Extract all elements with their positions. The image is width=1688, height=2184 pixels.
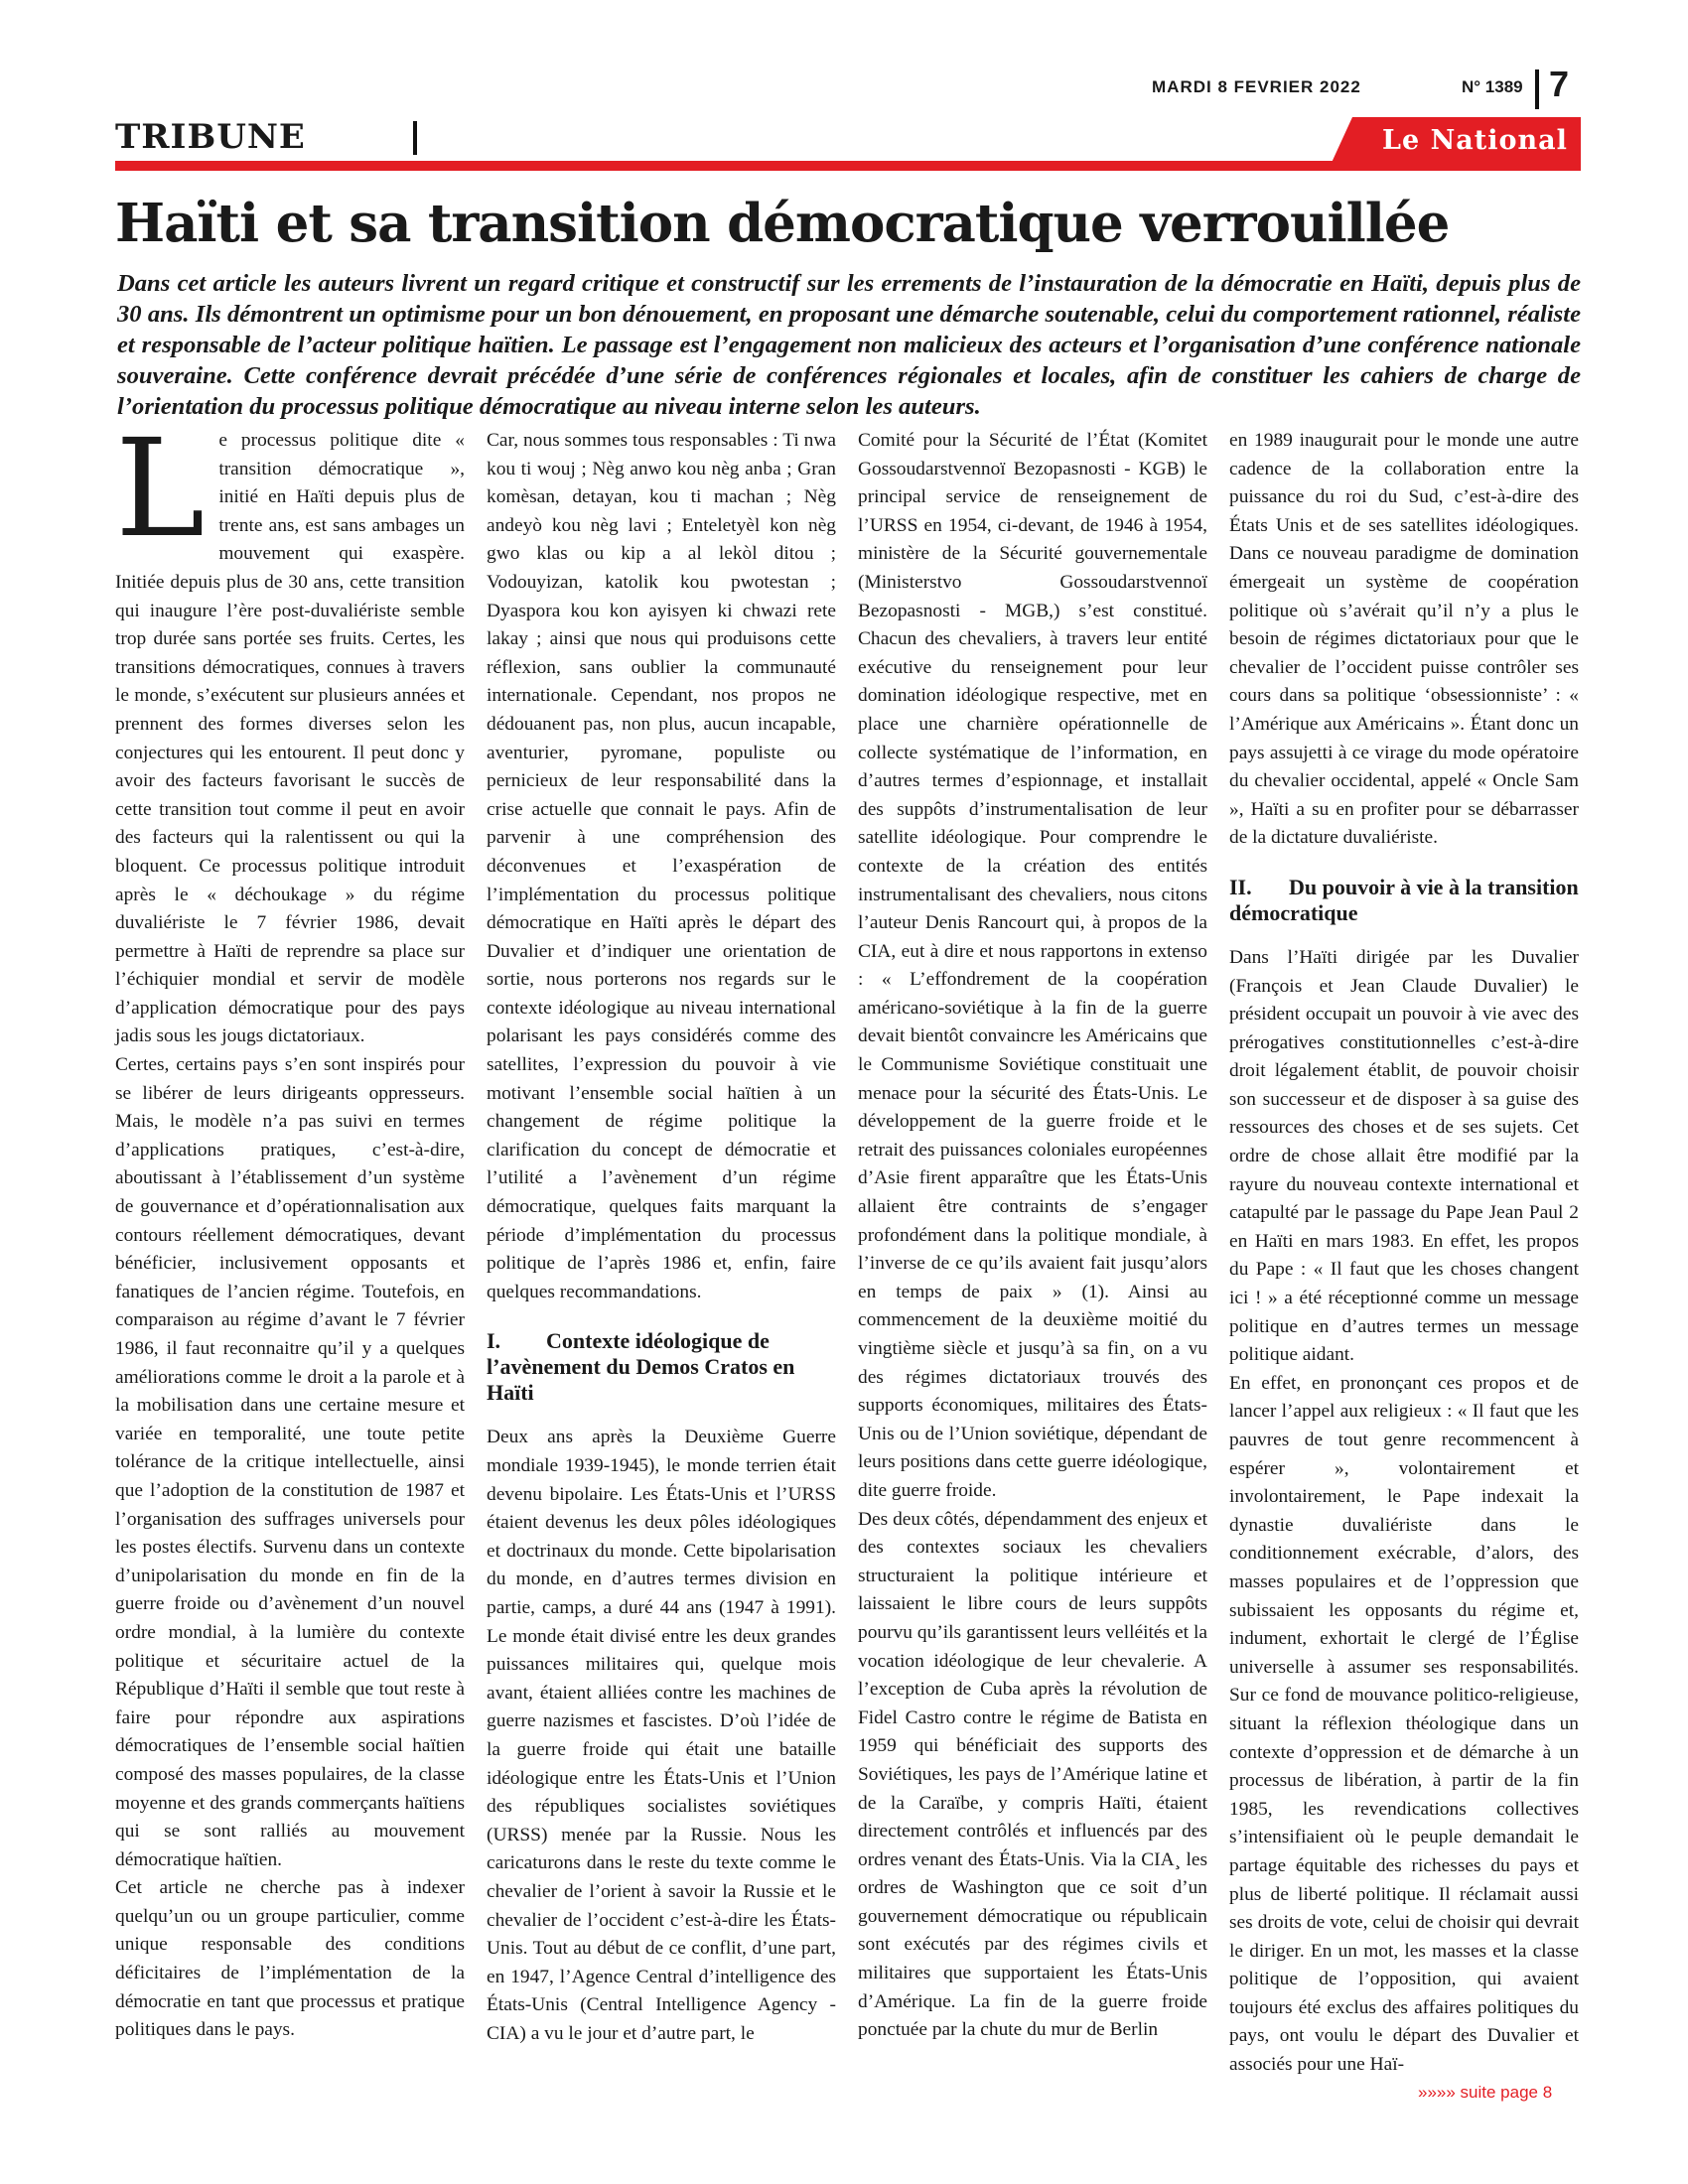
section-label: TRIBUNE: [115, 117, 306, 157]
column-3: [858, 427, 1207, 2055]
brand-name: Le National: [1382, 125, 1568, 156]
paragraph: Certes, certains pays s’en sont inspirés pour se libérer de leurs dirigeants oppresseurs. Mais, le modèle n’a pas suivi en termes d’applications pratiques, c’est-à-dire, aboutissant à l’établissement d’un système de gouvernance et d’opérationnalisation aux contours réellement démocratiques, devant bénéficier, inclusivement opposants et fanatiques de l’ancien régime. Toutefois, en comparaison au régime d’avant le 7 février 1986, il faut reconnaitre qu’il y a quelques améliorations comme le droit a la parole et à la mobilisation dans une certaine mesure et variée en temporalité, une toute petite tolérance de la critique intellectuelle, ainsi que l’adoption de la constitution de 1987 et l’organisation des suffrages universels pour les postes électifs. Survenu dans un contexte d’unipolarisation du monde en fin de la guerre froide ou d’avènement d’un nouvel ordre mondial, à la lumière du contexte politique et sécuritaire actuel de la République d’Haïti il semble que tout reste à faire pour répondre aux aspirations démocratiques de l’ensemble social haïtien composé des masses populaires, de la classe moyenne et des grands commerçants haïtiens qui se sont ralliés au mouvement démocratique haïtien.: [115, 1054, 465, 1870]
drop-cap: L: [115, 411, 206, 568]
paragraph: Des deux côtés, dépendamment des enjeux et des contextes sociaux les chevaliers structuraient la politique intérieure et laissaient le libre cours de leurs suppôts pourvu qu’ils garantissent leurs velléités et la vocation idéologique de leur chevalerie. A l’exception de Cuba après la révolution de Fidel Castro contre le régime de Batista en 1959 qui bénéficiait des supports des Soviétiques, les pays de l’Amérique latine et de la Caraïbe, y compris Haïti, étaient directement contrôlés et influencés par des ordres venant des États-Unis. Via la CIA¸ les ordres de Washington que ce soit d’un gouvernement démocratique ou républicain sont exécutés par des régimes civils et militaires que supportaient les États-Unis d’Amérique. La fin de la guerre froide ponctuée par la chute du mur de Berlin: [858, 1508, 1207, 2041]
section-heading-2: II. Du pouvoir à vie à la transition démocratique: [1229, 874, 1579, 925]
paragraph: Car, nous sommes tous responsables : Ti nwa kou ti wouj ; Nèg anwo kou nèg anba ; Gran komèsan, detayan, kou ti machan ; Nèg andeyò kou nèg lavi ; Enteletyèl kon nèg gwo klas ou kip a al lekòl ditou ; Vodouyizan, katolik kou pwotestan ; Dyaspora kou kon ayisyen ki chwazi rete lakay ; ainsi que nous qui produisons cette réflexion, sans oublier la communauté internationale. Cependant, nos propos ne dédouanent pas, non plus, aucun incapable, aventurier, pyromane, populiste ou pernicieux de leur responsabilité dans la crise actuelle que connait le pays. Afin de parvenir à une compréhension des déconvenues et l’exaspération de l’implémentation du processus politique démocratique en Haïti après le départ des Duvalier et d’indiquer une orientation de sortie, nous porterons nos regards sur le contexte idéologique au niveau international polarisant les pays considérés comme des satellites, l’expression du pouvoir à vie motivant l’ensemble social haïtien à un changement de régime politique la clarification du concept de démocratie et l’utilité a l’avènement d’un régime démocratique, quelques faits marquant la période d’implémentation du processus politique de l’après 1986 et, enfin, faire quelques recommandations.: [487, 430, 836, 1302]
section-heading-1: I. Contexte idéologique de l’avènement du Demos Cratos en Haïti: [487, 1328, 795, 1406]
issue-date: MARDI 8 FEVRIER 2022: [1152, 77, 1361, 96]
page-number-divider: [1535, 69, 1539, 109]
page-number: 7: [1549, 64, 1570, 104]
paragraph: Cet article ne cherche pas à indexer quelqu’un ou un groupe particulier, comme unique responsable des conditions déficitaires de l’implémentation de la démocratie en tant que processus et pratique politiques dans le pays.: [115, 1877, 465, 2041]
paragraph: Comité pour la Sécurité de l’État (Komitet Gossoudarstvennoï Bezopasnosti - KGB) le principal service de renseignement de l’URSS en 1954, ci-devant, de 1946 à 1954, ministère de la Sécurité gouvernementale (Ministerstvo Gossoudarstvennoï Bezopasnosti - MGB,) s’est constitué. Chacun des chevaliers, à travers leur entité exécutive du renseignement pour leur domination idéologique respective, met en place une charnière opérationnelle de collecte systématique de l’information, en d’autres termes d’espionnage, et installait des suppôts d’instrumentalisation de leur satellite idéologique. Pour comprendre le contexte de la création des entités instrumentalisant des chevaliers, nous citons l’auteur Denis Rancourt qui, à propos de la CIA, eut à dire et nous rapportons in extenso : « L’effondrement de la coopération américano-soviétique à la fin de la guerre devait bientôt convaincre les Américains que le Communisme Soviétique constituait une menace pour la sécurité des États-Unis. Le développement de la guerre froide et le retrait des puissances coloniales européennes d’Asie firent apparaître que les États-Unis allaient être contraints de s’engager profondément dans la politique mondiale, à l’inverse de ce qu’ils avaient fait jusqu’alors en temps de paix » (1). Ainsi au commencement de la deuxième moitié du vingtième siècle et jusqu’à sa fin¸ on a vu des régimes dictatoriaux trouvés des supports économiques, militaires des États-Unis ou de l’Union soviétique, dépendant de leurs positions dans cette guerre idéologique, dite guerre froide.: [858, 430, 1207, 1501]
column-1: [115, 411, 465, 2055]
header-rule: [115, 161, 1581, 171]
continued-link[interactable]: »»»» suite page 8: [1418, 2083, 1553, 2102]
article-title: Haïti et sa transition démocratique verrouillée: [115, 193, 1450, 254]
section-divider: [413, 121, 417, 155]
column-2: [487, 427, 836, 2055]
paragraph: Deux ans après la Deuxième Guerre mondiale 1939-1945), le monde terrien était devenu bipolaire. Les États-Unis et l’URSS étaient devenus les deux pôles idéologiques et doctrinaux du monde. Cette bipolarisation du monde, en d’autres termes division en partie, camps, a duré 44 ans (1947 à 1991). Le monde était divisé entre les deux grandes puissances militaires qui, quelque mois avant, étaient alliées contre les machines de guerre nazismes et fascistes. D’où l’idée de la guerre froide qui était une bataille idéologique entre les États-Unis et l’Union des républiques socialistes soviétiques (URSS) menée par la Russie. Nous les caricaturons dans le reste du texte comme le chevalier de l’orient à savoir la Russie et le chevalier de l’occident c’est-à-dire les États-Unis. Tout au début de ce conflit, d’une part, en 1947, l’Agence Central d’intelligence des États-Unis (Central Intelligence Agency - CIA) a vu le jour et d’autre part, le: [487, 1427, 836, 2044]
article-lede: Dans cet article les auteurs livrent un regard critique et constructif sur les errements de l’instauration de la démocratie en Haïti, depuis plus de 30 ans. Ils démontrent un optimisme pour un bon dénouement, en proposant une démarche soutenable, celui du comportement rationnel, réaliste et responsable de l’acteur politique haïtien. Le passage est l’engagement non malicieux des acteurs et l’organisation d’une conférence nationale souveraine. Cette conférence devrait précédée d’une série de conférences régionales et locales, afin de constituer les cahiers de charge de l’orientation du processus politique démocratique au niveau interne selon les auteurs.: [117, 270, 1581, 420]
paragraph: Dans l’Haïti dirigée par les Duvalier (François et Jean Claude Duvalier) le président occupait un pouvoir à vie avec des prérogatives constitutionnelles c’est-à-dire droit légalement établit, de pouvoir choisir son successeur et de disposer à sa guise des ressources des choses et de ses sujets. Cet ordre de chose allait être modifié par la rayure du nouveau contexte international et catapulté par le passage du Pape Jean Paul 2 en Haïti en mars 1983. En effet, les propos du Pape : « Il faut que les choses changent ici ! » a été réceptionné comme un message politique en d’autres termes un message politique aidant.: [1229, 946, 1579, 1366]
issue-number: N° 1389: [1462, 77, 1523, 96]
paragraph: En effet, en prononçant ces propos et de lancer l’appel aux religieux : « Il faut que les pauvres de tout genre recommencent à espérer », volontairement et involontairement, le Pape indexait la dynastie duvaliériste dans le conditionnement exécrable, d’alors, des masses populaires et de l’oppression que subissaient les opposants du régime et, indument, exhortait le clergé de l’Église universelle à assumer ses responsabilités. Sur ce fond de mouvance politico-religieuse, situant la réflexion théologique dans un contexte d’oppression et de démarche à un processus de libération, à partir de la fin 1985, les revendications collectives s’intensifiaient où le peuple demandait le partage équitable des richesses du pays et plus de liberté politique. Il réclamait aussi ses droits de vote, celui de choisir qui devrait le diriger. En un mot, les masses et la classe politique de l’opposition, qui avaient toujours été exclus des affaires politiques du pays, ont voulu le départ des Duvalier et associés pour une Haï-: [1229, 1372, 1579, 2076]
paragraph: en 1989 inaugurait pour le monde une autre cadence de la collaboration entre la puissance du roi du Sud, c’est-à-dire des États Unis et de ses satellites idéologiques. Dans ce nouveau paradigme de domination émergeait un système de coopération politique où s’avérait qu’il n’y a plus le besoin de régimes dictatoriaux pour que le chevalier de l’occident puisse contrôler ses cours dans sa politique ‘obsessionniste’ : « l’Amérique aux Américains ». Étant donc un pays assujetti à ce virage du mode opératoire du chevalier occidental, appelé « Oncle Sam », Haïti a su en profiter pour se débarrasser de la dictature duvaliériste.: [1229, 430, 1579, 849]
paragraph: Le processus politique dite « transition démocratique », initié en Haïti depuis plus de trente ans, est sans ambages un mouvement qui exaspère. Initiée depuis plus de 30 ans, cette transition qui inaugure l’ère post-duvaliériste semble trop durée sans portée ses fruits. Certes, les transitions démocratiques, connues à travers le monde, s’exécutent sur plusieurs années et prennent des formes diverses selon les conjectures qui les entourent. Il peut donc y avoir des facteurs favorisant le succès de cette transition tout comme il peut en avoir des facteurs qui la ralentissent ou qui la bloquent. Ce processus politique introduit après le « déchoukage » du régime duvaliériste le 7 février 1986, devait permettre à Haïti de reprendre sa place sur l’échiquier mondial et servir de modèle d’application démocratique pour des pays jadis sous les jougs dictatoriaux.: [115, 411, 465, 1047]
column-4: [1229, 427, 1579, 2076]
